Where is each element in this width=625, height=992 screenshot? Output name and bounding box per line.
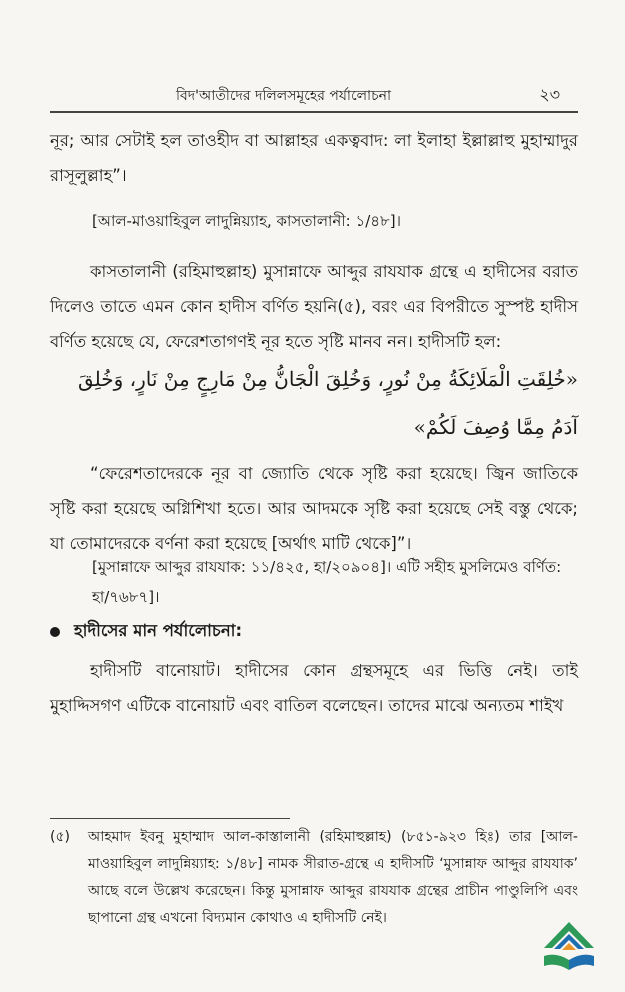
publisher-logo-icon xyxy=(538,918,600,978)
section-heading xyxy=(50,618,578,645)
paragraph-1: নূর; আর সেটাই হল তাওহীদ বা আল্লাহর একত্ববাদ: লা ইলাহা ইল্লাল্লাহু মুহাম্মাদুর রাসূলুল্লাহ”। xyxy=(50,131,578,185)
reference-2: [মুসান্নাফে আব্দুর রাযযাক: ১১/৪২৫, হা/২০৯০৪]। এটি সহীহ মুসলিমেও বর্ণিত: হা/৭৬৮৭]। xyxy=(92,558,562,606)
footnote-text: আহমাদ ইবনু মুহাম্মাদ আল-কাস্তালানী (রহিমাহুল্লাহ) (৮৫১-৯২৩ হিঃ) তার [আল-মাওয়াহিবুল লাদুন্নিয়্যাহ: ১/৪৮] নামক সীরাত-গ্রন্থে এ হাদীসটি ‘মুসান্নাফ আব্দুর রাযযাক’ আছে বলে উল্লেখ করেছেন। কিন্তু মুসান্নাফ আব্দুর রাযযাক গ্রন্থের প্রাচীন পাণ্ডুলিপি এবং ছাপানো গ্রন্থ এখনো বিদ্যমান কোথাও এ হাদীসটি নেই। xyxy=(88,829,578,926)
header-title: বিদ'আতীদের দলিলসমূহের পর্যালোচনা xyxy=(176,88,392,104)
header-rule xyxy=(50,111,578,113)
logo-book-right xyxy=(569,955,594,970)
paragraph-4: হাদীসটি বানোয়াট। হাদীসের কোন গ্রন্থসমূহে এর ভিত্তি নেই। তাই মুহাদ্দিসগণ এটিকে বানোয়াট এবং বাতিল বলেছেন। তাদের মাঝে অন্যতম শাইখ xyxy=(50,661,578,715)
section-heading-text: হাদীসের মান পর্যালোচনা: xyxy=(74,621,243,640)
bullet-icon xyxy=(50,627,60,637)
footnote xyxy=(50,824,578,932)
paragraph-3: “ফেরেশতাদেরকে নূর বা জ্যোতি থেকে সৃষ্টি করা হয়েছে। জ্বিন জাতিকে সৃষ্টি করা হয়েছে অগ্নিশিখা হতে। আর আদমকে সৃষ্টি করা হয়েছে সেই বস্তু থেকে; যা তোমাদেরকে বর্ণনা করা হয়েছে [অর্থাৎ মাটি থেকে]”। xyxy=(50,464,578,553)
arabic-hadith: «خُلِقَتِ الْمَلَائِكَةُ مِنْ نُورٍ، وَخُلِقَ الْجَانُّ مِنْ مَارِجٍ مِنْ نَارٍ، وَخُلِقَ آدَمُ مِمَّا وُصِفَ لَكُمْ» xyxy=(78,367,578,439)
footnote-rule xyxy=(50,818,290,819)
paragraph-2: কাসতালানী (রহিমাহুল্লাহ) মুসান্নাফে আব্দুর রাযযাক গ্রন্থে এ হাদীসের বরাত দিলেও তাতে এমন কোন হাদীস বর্ণিত হয়নি(৫), বরং এর বিপরীতে সুস্পষ্ট হাদীস বর্ণিত হয়েছে যে, ফেরেশতাগণই নূর হতে সৃষ্টি মানব নন। হাদীসটি হল: xyxy=(50,262,578,351)
footnote-number: (৫) xyxy=(50,829,71,845)
logo-book-left xyxy=(544,955,569,970)
page-number: ২৩ xyxy=(539,85,560,104)
reference-1: [আল-মাওয়াহিবুল লাদুন্নিয়্যাহ, কাসতালানী: ১/৪৮]। xyxy=(92,212,401,230)
